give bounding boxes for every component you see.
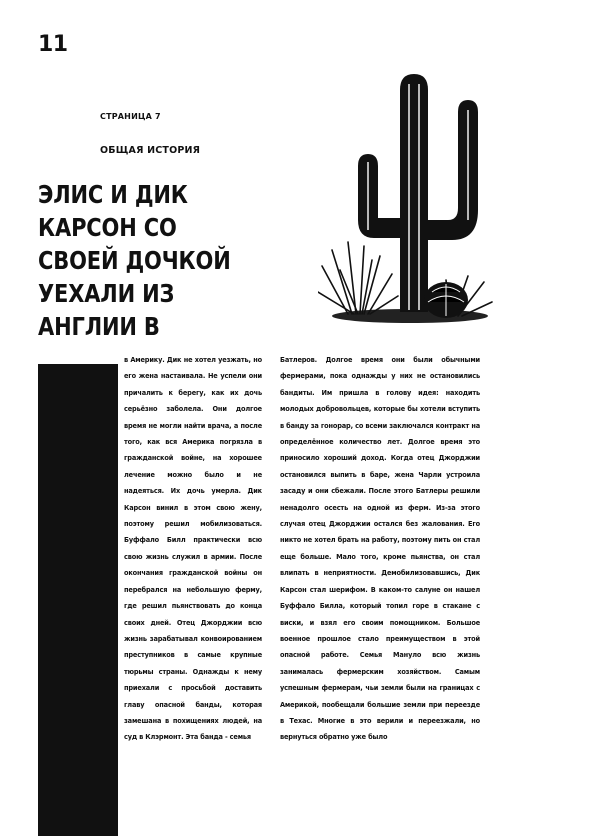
headline-line: СВОЕЙ ДОЧКОЙ — [38, 246, 231, 275]
headline — [38, 178, 290, 343]
headline-line: ЭЛИС И ДИК — [38, 180, 188, 209]
page-number: 11 — [38, 32, 68, 57]
headline-line: АНГЛИИ В — [38, 312, 160, 341]
body-text: Батлеров. Долгое время они были обычными фермерами, пока однажды у них не остановились бандиты. Им пришла в голову идея: находить молодых добровольцев, которые бы хотели вступить в банду за гонорар, со всеми заключался контракт на определённое количество лет. Долгое время это приносило хороший доход. Когда отец Джорджии остановился выпить в баре, жена Чарли устроила засаду и они сбежали. После этого Батлеры решили ненадолго осесть на одной из ферм. Из-за этого случая отец Джорджии остался без жалования. Его никто не хотел брать на работу, поэтому пить он стал еще больше. Мало того, кроме пьянства, он стал влипать в неприятности. Демобилизовавшись, Дик Карсон стал шерифом. В каком-то салуне он нашел Буффало Билла, который топил горе в стакане с виски, и взял его своим помощником. Большое военное прошлое стало преимуществом в этой опасной работе. Семья Мануло всю жизнь занималась фермерским хозяйством. Самым успешным фермерам, чьи земли были на границах с Америкой, пообещали большие земли при переезде в Техас. Многие в это верили и переезжали, но вернуться обратно уже было — [280, 355, 480, 742]
headline-line: УЕХАЛИ ИЗ — [38, 279, 175, 308]
cactus-icon — [318, 70, 494, 332]
decorative-bar — [38, 364, 118, 836]
body-column-right — [280, 352, 480, 746]
section-title: ОБЩАЯ ИСТОРИЯ — [100, 145, 201, 156]
page-kicker: СТРАНИЦА 7 — [100, 112, 161, 121]
body-column-left — [124, 352, 262, 746]
body-text: в Америку. Дик не хотел уезжать, но его жена настаивала. Не успели они причалить к берегу, как их дочь серьёзно заболела. Они долгое время не могли найти врача, а после того, как вся Америка погрязла в гражданской войне, на хорошее лечение можно было и не надеяться. Их дочь умерла. Дик Карсон винил в этом свою жену, поэтому решил мобилизоваться. Буффало Билл практически всю свою жизнь служил в армии. После окончания гражданской войны он перебрался на небольшую ферму, где решил пьянствовать до конца своих дней. Отец Джорджии всю жизнь зарабатывал конвоированием преступников в самые крупные тюрьмы страны. Однажды к нему приехали с просьбой доставить главу опасной банды, которая замешана в похищениях людей, на суд в Клэрмонт. Эта банда - семья — [124, 355, 262, 742]
headline-line: КАРСОН СО — [38, 213, 177, 242]
